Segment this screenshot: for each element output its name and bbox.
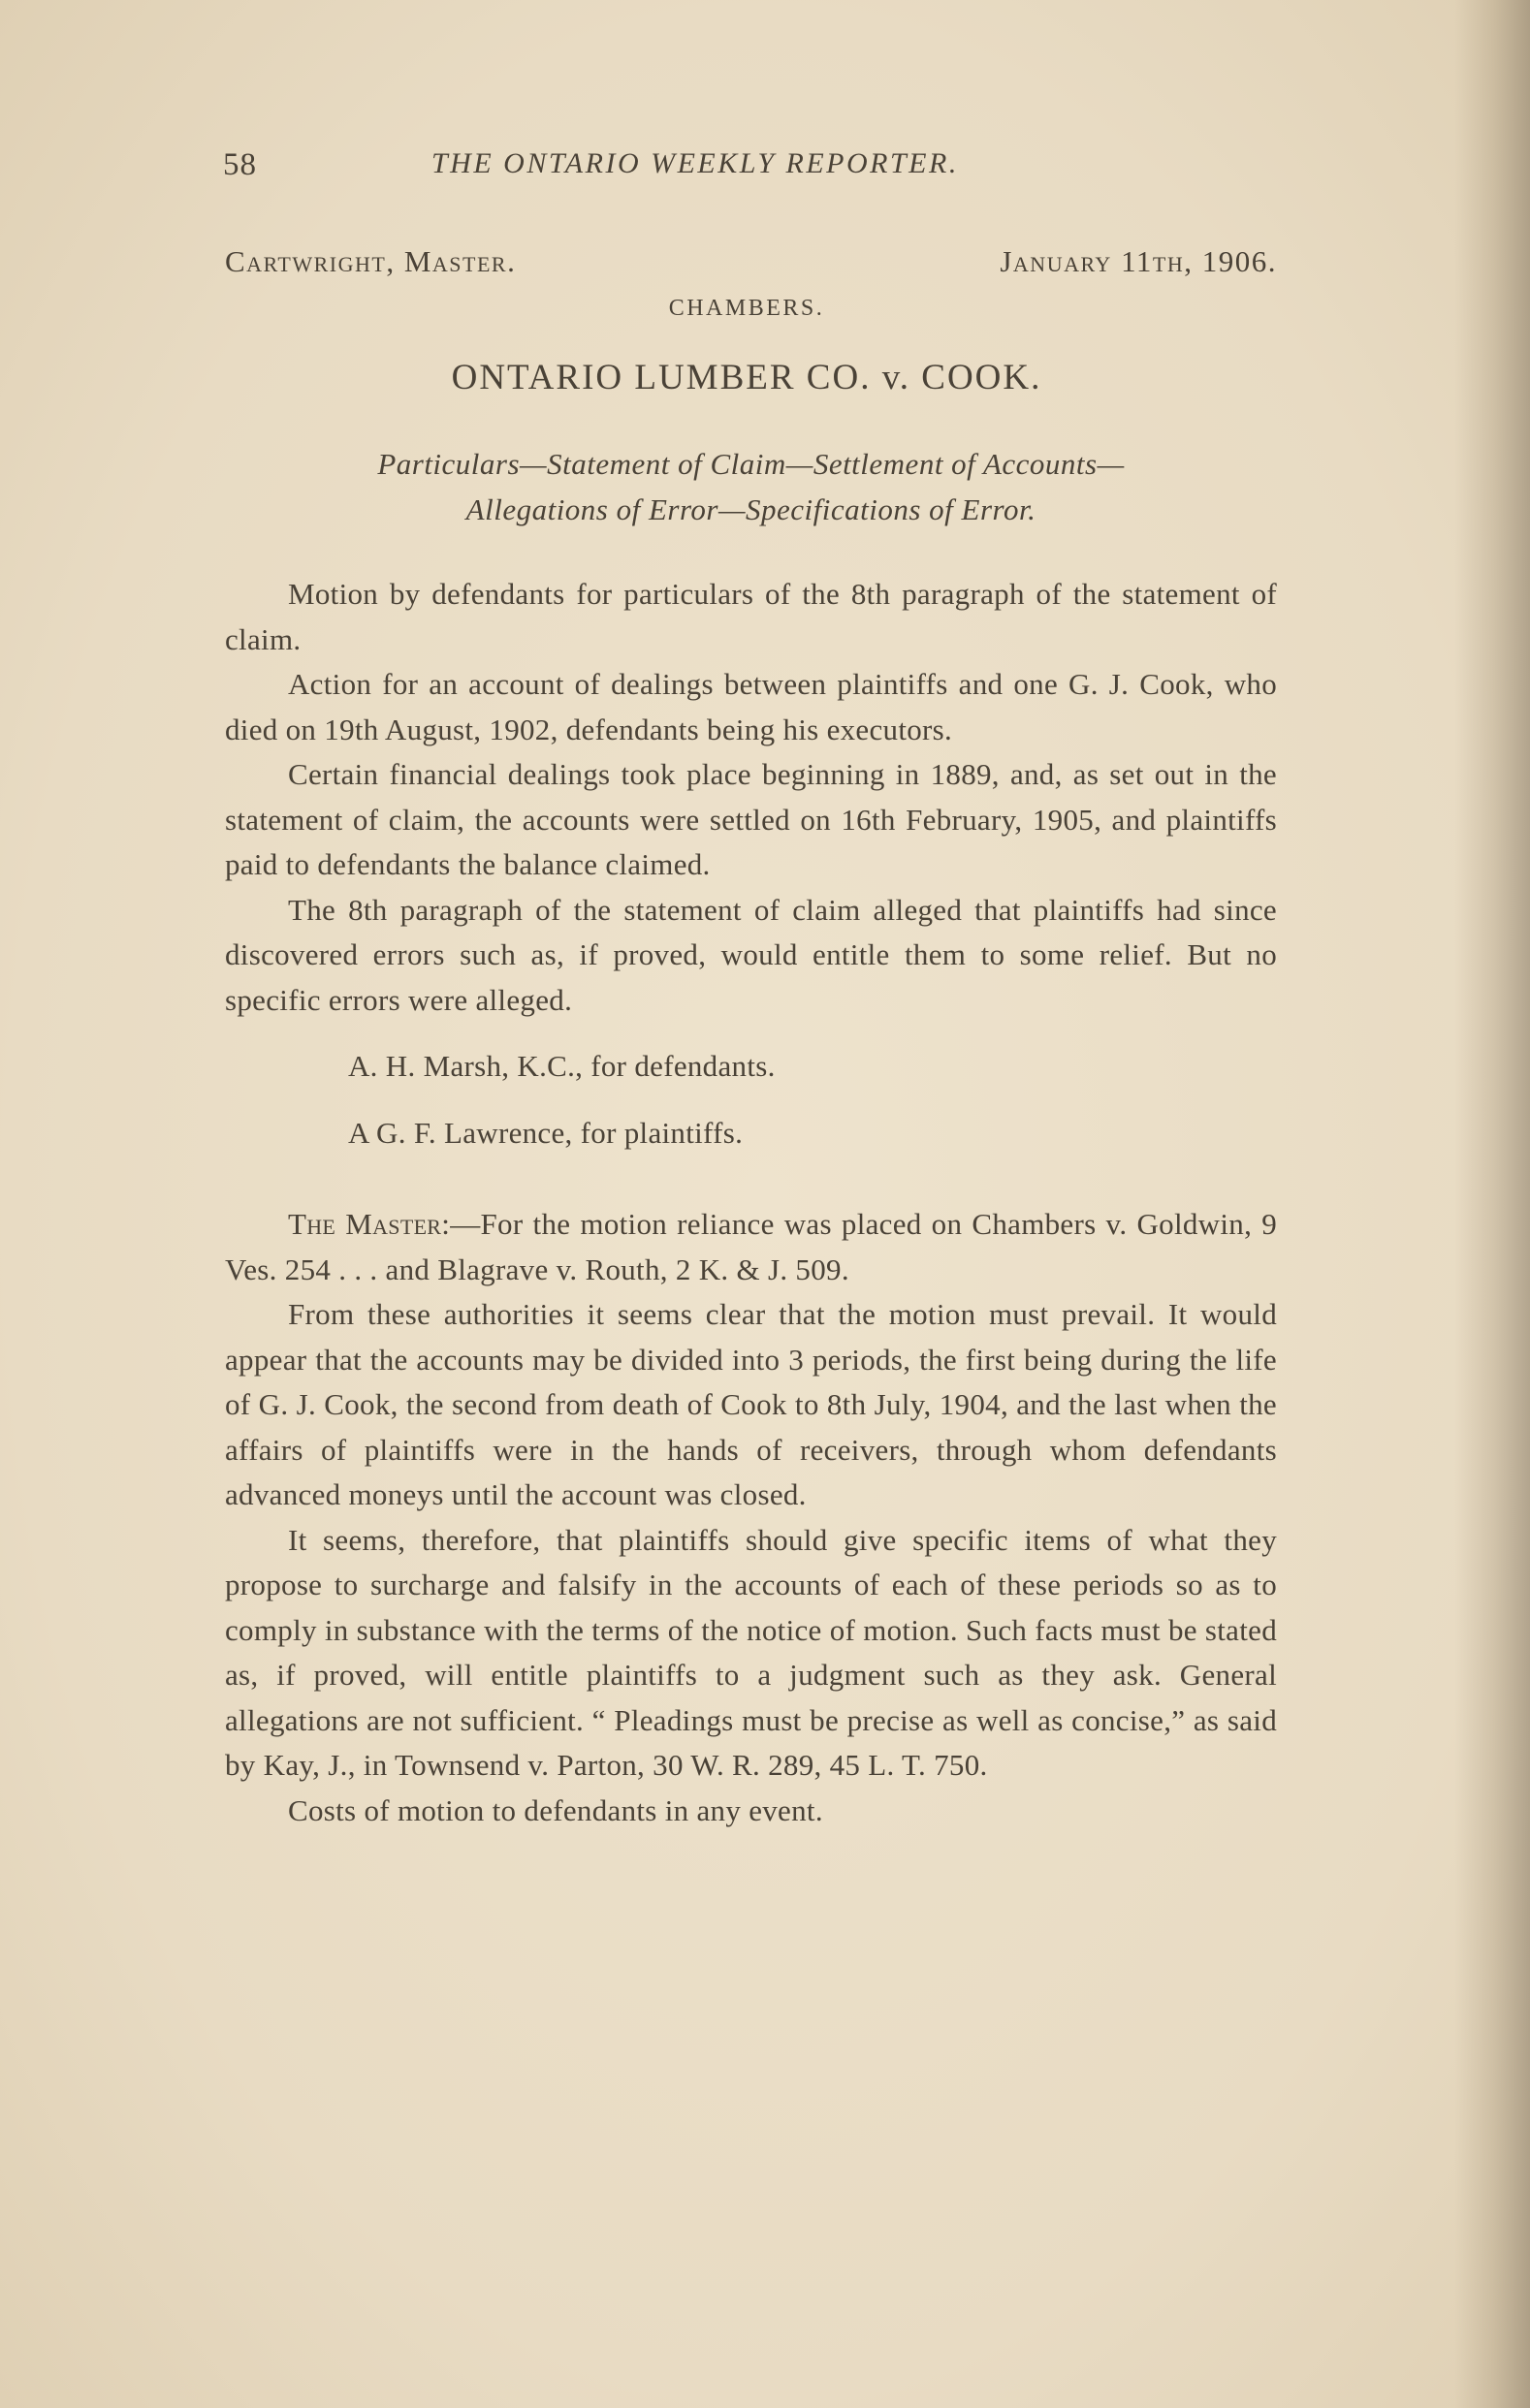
paragraph-allegation: The 8th paragraph of the statement of claim alleged that plaintiffs had since discovered errors such as, if proved, would entitle them to some relief. But no specific errors were alleged. <box>225 892 1277 1017</box>
paragraph-motion: Motion by defendants for particulars of the 8th paragraph of the statement of claim. <box>225 577 1277 656</box>
journal-title: THE ONTARIO WEEKLY REPORTER. <box>431 147 959 179</box>
headnote <box>225 441 1277 532</box>
judgment-paragraph-2: From these authorities it seems clear that the motion must prevail. It would appear that the accounts may be divided into 3 periods, the first being during the life of G. J. Cook, the second from death of Cook to 8th July, 1904, and the last when the affairs of plaintiffs were in the hands of receivers, through whom defendants advanced moneys until the account was closed. <box>225 1297 1277 1511</box>
court-label: CHAMBERS. <box>668 296 825 321</box>
counsel-plaintiffs: A G. F. Lawrence, for plaintiffs. <box>348 1115 744 1150</box>
judgment-costs: Costs of motion to defendants in any event. <box>288 1792 823 1827</box>
headnote-line-2: Allegations of Error—Specifications of Error. <box>465 492 1036 526</box>
spacer <box>225 1090 1277 1111</box>
judgment-paragraph-1 <box>225 1202 1277 1292</box>
headnote-line-1: Particulars—Statement of Claim—Settlement of Accounts— <box>377 447 1125 481</box>
page-number: 58 <box>223 147 257 182</box>
judgment-speaker: The Master <box>288 1207 442 1241</box>
judgment-paragraph-1-text: :—For the motion reliance was placed on Chambers v. Goldwin, 9 Ves. 254 . . . and Blagrave v. Routh, 2 K. & J. 509. <box>225 1207 1278 1286</box>
paragraph-action: Action for an account of dealings between plaintiffs and one G. J. Cook, who died on 19th August, 1902, defendants being his executors. <box>225 667 1277 746</box>
spacer <box>225 1023 1277 1044</box>
decision-date: January 11th, 1906. <box>1000 244 1277 278</box>
judge-name: Cartwright, Master. <box>225 244 517 278</box>
spacer <box>225 1156 1277 1202</box>
body-text <box>225 572 1277 1833</box>
running-head <box>223 147 1290 190</box>
paragraph-dealings: Certain financial dealings took place beginning in 1889, and, as set out in the statement of claim, the accounts were settled on 16th February, 1905, and plaintiffs paid to defendants the balance claimed. <box>225 757 1277 881</box>
counsel-defendants: A. H. Marsh, K.C., for defendants. <box>348 1049 776 1083</box>
case-title: ONTARIO LUMBER CO. v. COOK. <box>451 358 1042 397</box>
judgment-paragraph-3: It seems, therefore, that plaintiffs should give specific items of what they propose to surcharge and falsify in the accounts of each of these periods so as to comply in substance with the terms of the notice of motion. Such facts must be stated as, if proved, will entitle plaintiffs to a judgment such as they ask. General allegations are not sufficient. “ Pleadings must be precise as well as concise,” as said by Kay, J., in Townsend v. Parton, 30 W. R. 289, 45 L. T. 750. <box>225 1522 1277 1782</box>
